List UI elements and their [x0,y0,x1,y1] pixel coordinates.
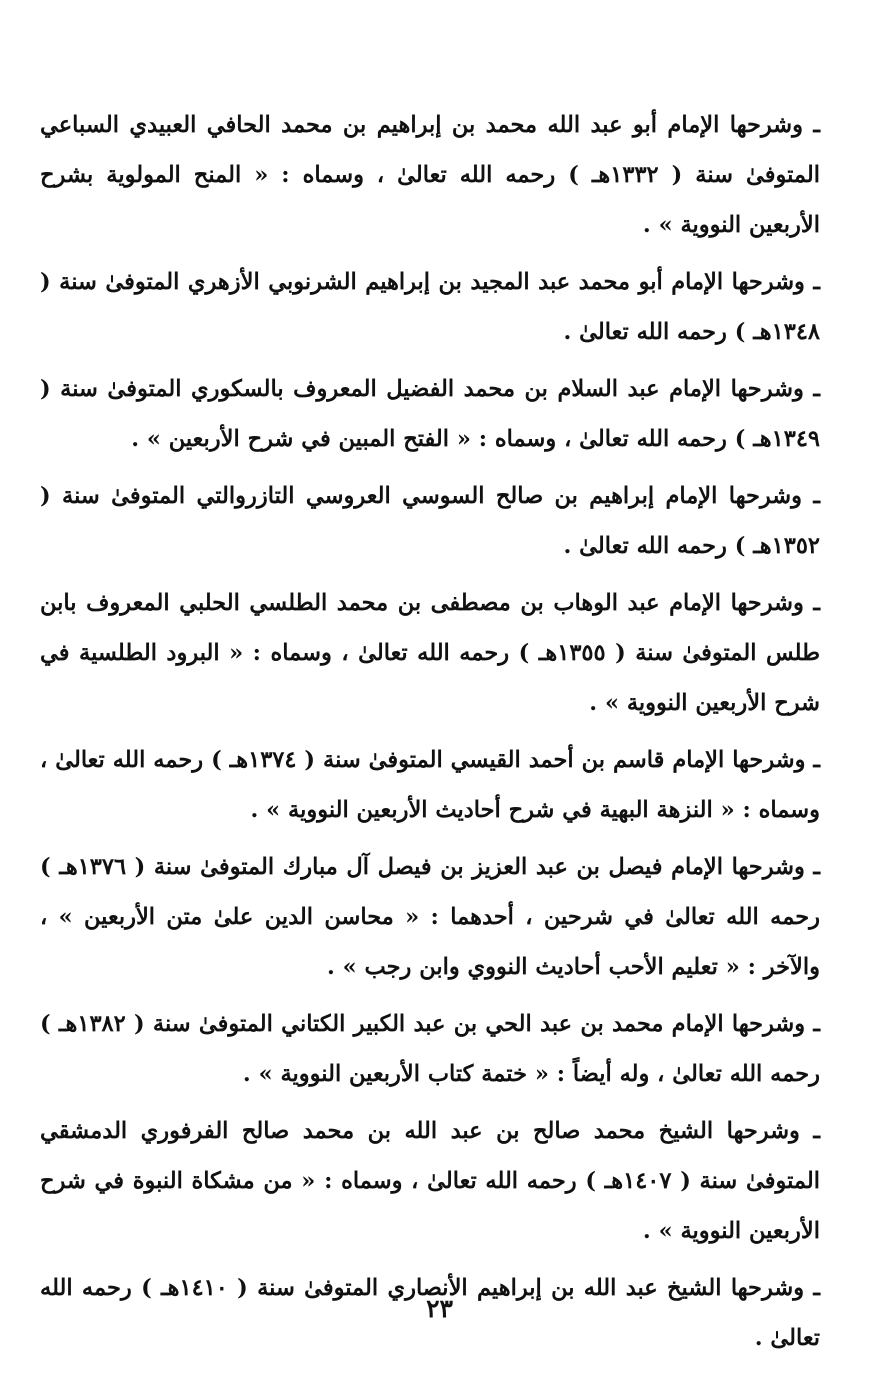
commentary-entry: ـ وشرحها الإمام محمد بن عبد الحي بن عبد الكبير الكتاني المتوفىٰ سنة ( ١٣٨٢هـ ) رحمه الله تعالىٰ ، وله أيضاً : « ختمة كتاب الأربعين النووية » . [40,1011,820,1087]
page-number: ٢٣ [426,1294,453,1323]
commentary-entry: ـ وشرحها الإمام عبد السلام بن محمد الفضيل المعروف بالسكوري المتوفىٰ سنة ( ١٣٤٩هـ ) رحمه الله تعالىٰ ، وسماه : « الفتح المبين في شرح الأربعين » . [40,376,820,452]
commentary-entry: ـ وشرحها الإمام قاسم بن أحمد القيسي المتوفىٰ سنة ( ١٣٧٤هـ ) رحمه الله تعالىٰ ، وسماه : « النزهة البهية في شرح أحاديث الأربعين النووية » . [40,747,820,823]
commentary-entry: ـ وشرحها الشيخ محمد صالح بن عبد الله بن محمد صالح الفرفوري الدمشقي المتوفىٰ سنة ( ١٤٠٧هـ ) رحمه الله تعالىٰ ، وسماه : « من مشكاة النبوة في شرح الأربعين النووية » . [40,1118,820,1244]
commentary-entry: ـ وشرحها الإمام عبد الوهاب بن مصطفى بن محمد الطلسي الحلبي المعروف بابن طلس المتوفىٰ سنة ( ١٣٥٥هـ ) رحمه الله تعالىٰ ، وسماه : « البرود الطلسية في شرح الأربعين النووية » . [40,590,820,716]
commentary-entry: ـ وشرحها الإمام أبو محمد عبد المجيد بن إبراهيم الشرنوبي الأزهري المتوفىٰ سنة ( ١٣٤٨هـ ) رحمه الله تعالىٰ . [40,269,820,345]
commentary-entry: ـ وشرحها الإمام أبو عبد الله محمد بن إبراهيم بن محمد الحافي العبيدي السباعي المتوفىٰ سنة ( ١٣٣٢هـ ) رحمه الله تعالىٰ ، وسماه : « المنح المولوية بشرح الأربعين النووية » . [40,112,821,238]
commentary-entry: ـ وشرحها الإمام فيصل بن عبد العزيز بن فيصل آل مبارك المتوفىٰ سنة ( ١٣٧٦هـ ) رحمه الله تعالىٰ في شرحين ، أحدهما : « محاسن الدين علىٰ متن الأربعين » ، والآخر : « تعليم الأحب أحاديث النووي وابن رجب » . [40,854,821,980]
page-body [40,100,820,1370]
commentary-entry: ـ وشرحها الشيخ عبد الله بن إبراهيم الأنصاري المتوفىٰ سنة ( ١٤١٠هـ ) رحمه الله تعالىٰ . [40,1275,820,1351]
commentary-entry: ـ وشرحها الإمام إبراهيم بن صالح السوسي العروسي التازروالتي المتوفىٰ سنة ( ١٣٥٢هـ ) رحمه الله تعالىٰ . [40,483,820,559]
